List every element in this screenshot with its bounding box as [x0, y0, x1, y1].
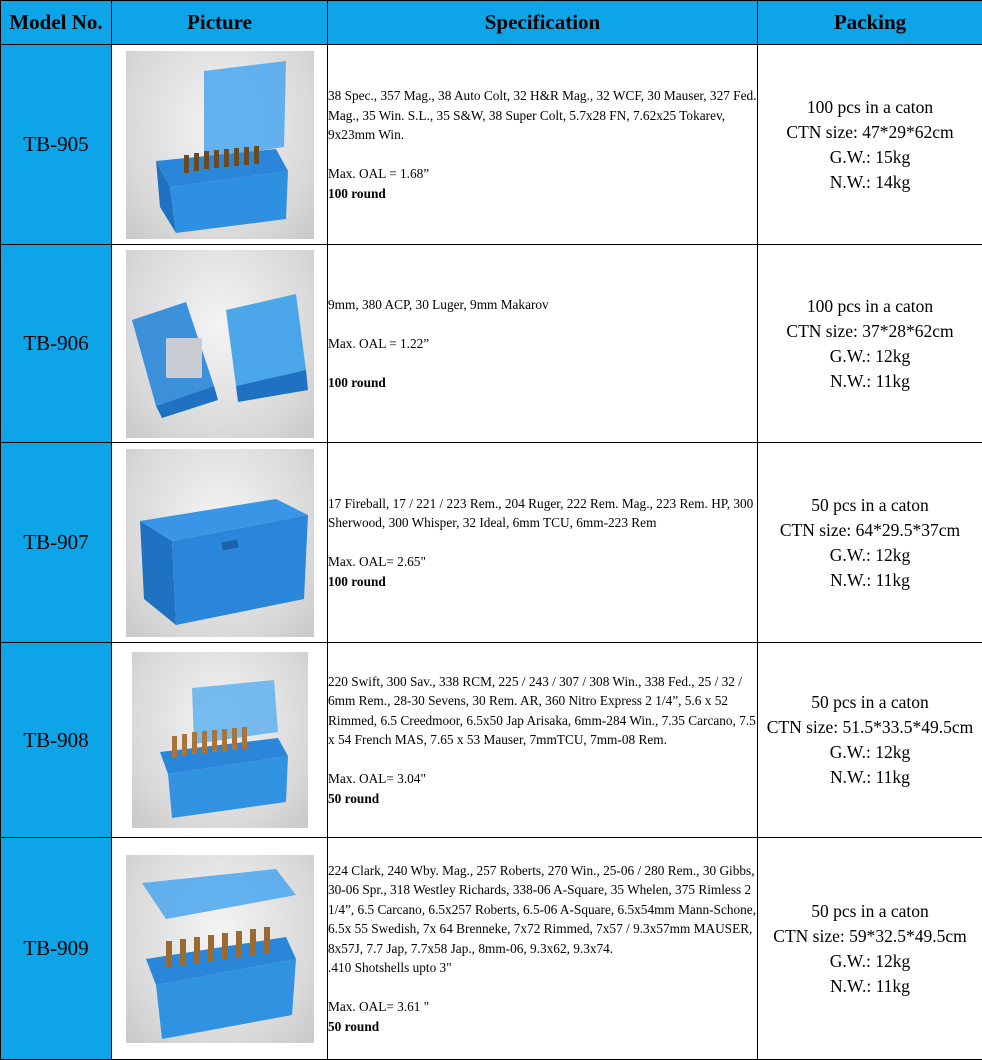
round-capacity: 50 round	[328, 789, 757, 809]
product-picture-cell	[112, 643, 328, 838]
shotshell-note: .410 Shotshells upto 3"	[328, 958, 757, 978]
ammo-box-icon	[126, 855, 314, 1043]
model-number: TB-908	[1, 643, 112, 838]
table-row	[1, 45, 982, 245]
carton-size: CTN size: 51.5*33.5*49.5cm	[758, 715, 982, 740]
product-picture-cell	[112, 443, 328, 643]
carton-size: CTN size: 47*29*62cm	[758, 120, 982, 145]
net-weight: N.W.: 11kg	[758, 568, 982, 593]
specification-cell	[328, 45, 758, 245]
caliber-list: 17 Fireball, 17 / 221 / 223 Rem., 204 Ruger, 222 Rem. Mag., 223 Rem. HP, 300 Sherwood, 300 Whisper, 32 Ideal, 6mm TCU, 6mm-223 Rem	[328, 494, 757, 533]
round-capacity: 50 round	[328, 1017, 757, 1037]
gross-weight: G.W.: 12kg	[758, 949, 982, 974]
gross-weight: G.W.: 12kg	[758, 344, 982, 369]
packing-cell	[758, 443, 982, 643]
packing-cell	[758, 838, 982, 1060]
specification-cell	[328, 245, 758, 443]
specification-cell	[328, 838, 758, 1060]
packing-cell	[758, 643, 982, 838]
max-oal: Max. OAL= 3.61 "	[328, 997, 757, 1017]
max-oal: Max. OAL= 3.04"	[328, 769, 757, 789]
packing-cell	[758, 45, 982, 245]
pieces-per-carton: 50 pcs in a caton	[758, 493, 982, 518]
pieces-per-carton: 100 pcs in a caton	[758, 95, 982, 120]
pieces-per-carton: 50 pcs in a caton	[758, 690, 982, 715]
model-number: TB-906	[1, 245, 112, 443]
ammo-box-icon	[126, 51, 314, 239]
max-oal: Max. OAL= 2.65"	[328, 552, 757, 572]
carton-size: CTN size: 64*29.5*37cm	[758, 518, 982, 543]
gross-weight: G.W.: 12kg	[758, 543, 982, 568]
round-capacity: 100 round	[328, 373, 757, 393]
gross-weight: G.W.: 12kg	[758, 740, 982, 765]
net-weight: N.W.: 14kg	[758, 170, 982, 195]
net-weight: N.W.: 11kg	[758, 974, 982, 999]
header-picture: Picture	[112, 1, 328, 45]
header-specification: Specification	[328, 1, 758, 45]
max-oal: Max. OAL = 1.68”	[328, 164, 757, 184]
net-weight: N.W.: 11kg	[758, 765, 982, 790]
pieces-per-carton: 100 pcs in a caton	[758, 294, 982, 319]
carton-size: CTN size: 59*32.5*49.5cm	[758, 924, 982, 949]
carton-size: CTN size: 37*28*62cm	[758, 319, 982, 344]
product-picture-cell	[112, 45, 328, 245]
model-number: TB-909	[1, 838, 112, 1060]
net-weight: N.W.: 11kg	[758, 369, 982, 394]
model-number: TB-907	[1, 443, 112, 643]
product-picture-cell	[112, 245, 328, 443]
ammo-box-icon	[132, 652, 308, 828]
table-row	[1, 443, 982, 643]
caliber-list: 38 Spec., 357 Mag., 38 Auto Colt, 32 H&R Mag., 32 WCF, 30 Mauser, 327 Fed. Mag., 35 Win. S.L., 35 S&W, 38 Super Colt, 5.7x28 FN, 7.62x25 Tokarev, 9x23mm Win.	[328, 86, 757, 145]
model-number: TB-905	[1, 45, 112, 245]
packing-cell	[758, 245, 982, 443]
max-oal: Max. OAL = 1.22”	[328, 334, 757, 354]
round-capacity: 100 round	[328, 572, 757, 592]
table-row	[1, 838, 982, 1060]
pieces-per-carton: 50 pcs in a caton	[758, 899, 982, 924]
caliber-list: 220 Swift, 300 Sav., 338 RCM, 225 / 243 / 307 / 308 Win., 338 Fed., 25 / 32 / 6mm Rem., 28-30 Sevens, 30 Rem. AR, 360 Nitro Express 2 1/4”, 5.6 x 52 Rimmed, 6.5 Creedmoor, 6.5x50 Jap Arisaka, 6mm-284 Win., 7.35 Carcano, 7.5 x 54 French MAS, 7.65 x 53 Mauser, 7mmTCU, 7mm-08 Rem.	[328, 672, 757, 750]
header-model: Model No.	[1, 1, 112, 45]
table-row	[1, 245, 982, 443]
ammo-box-icon	[126, 449, 314, 637]
round-capacity: 100 round	[328, 184, 757, 204]
specification-cell	[328, 643, 758, 838]
caliber-list: 9mm, 380 ACP, 30 Luger, 9mm Makarov	[328, 295, 757, 315]
gross-weight: G.W.: 15kg	[758, 145, 982, 170]
ammo-box-icon	[126, 250, 314, 438]
header-row	[1, 1, 982, 45]
header-packing: Packing	[758, 1, 982, 45]
product-picture-cell	[112, 838, 328, 1060]
specification-cell	[328, 443, 758, 643]
caliber-list: 224 Clark, 240 Wby. Mag., 257 Roberts, 270 Win., 25-06 / 280 Rem., 30 Gibbs, 30-06 Spr., 318 Westley Richards, 338-06 A-Square, 35 Whelen, 375 Rimless 2 1/4”, 6.5 Carcano, 6.5x257 Roberts, 6.5-06 A-Square, 6.5x54mm Mann-Schone, 6.5x 55 Swedish, 7x 64 Brenneke, 7x72 Rimmed, 7x57 / 9.3x57mm MAUSER, 8x57J, 7.7 Jap, 7.7x58 Jap., 8mm-06, 9.3x62, 9.3x74.	[328, 861, 757, 959]
table-row	[1, 643, 982, 838]
